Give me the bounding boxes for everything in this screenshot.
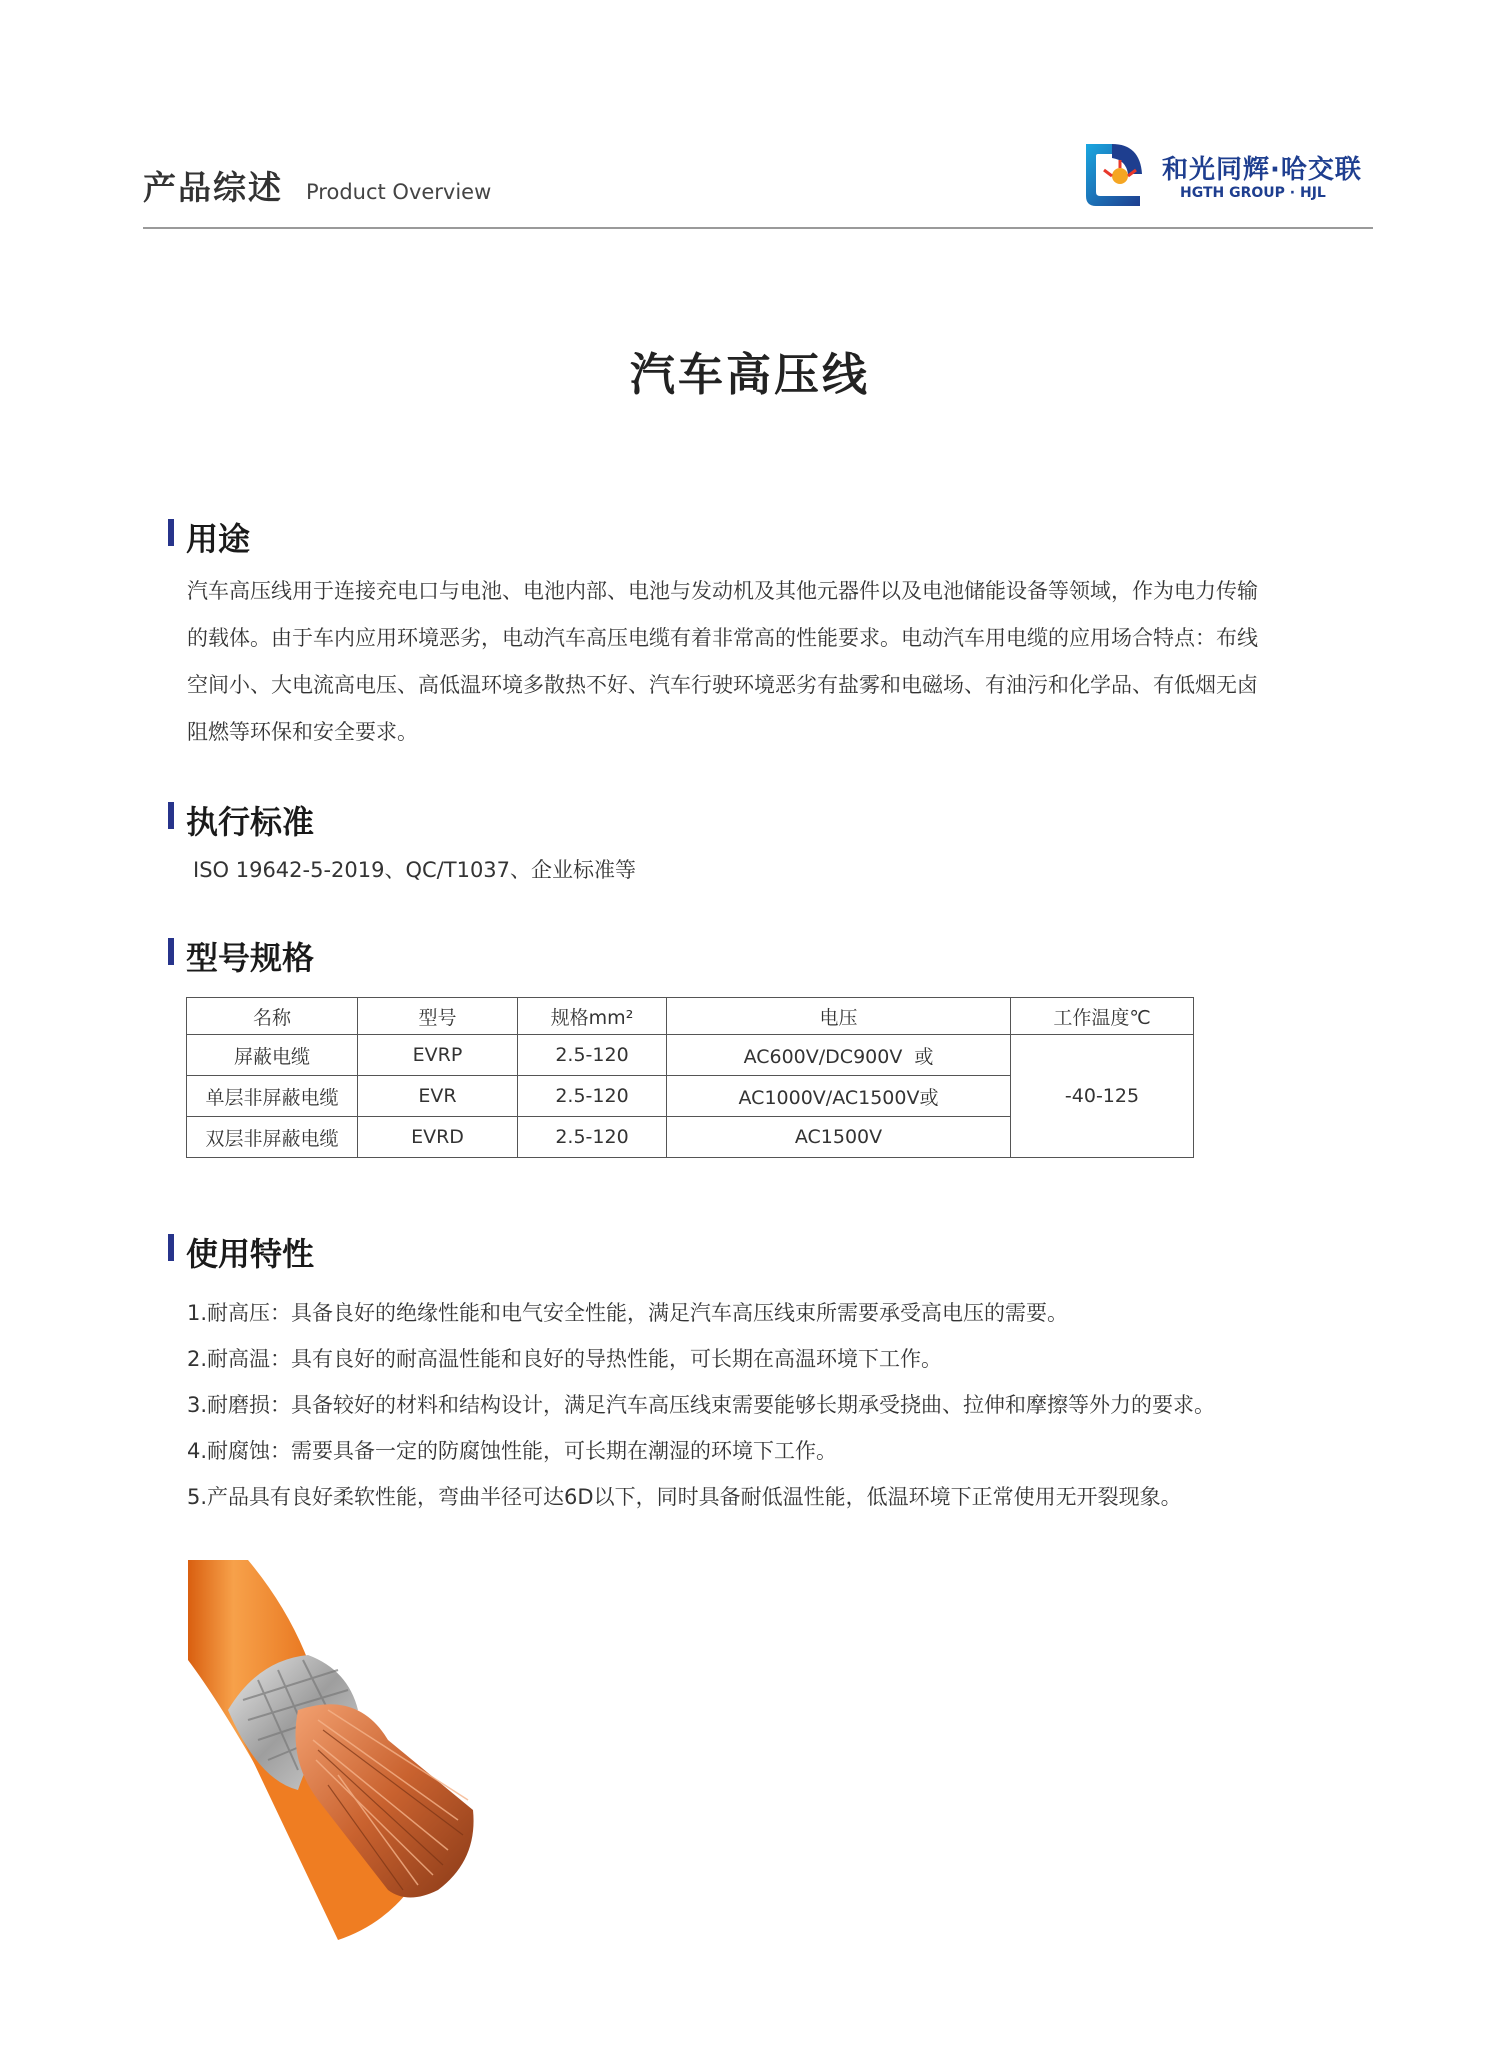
list-item: 1.耐高压：具备良好的绝缘性能和电气安全性能，满足汽车高压线束所需要承受高电压的需要。 — [187, 1301, 1069, 1325]
list-item: 2.耐高温：具有良好的耐高温性能和良好的导热性能，可长期在高温环境下工作。 — [187, 1347, 943, 1371]
company-logo — [1082, 140, 1382, 216]
cable-product-image — [188, 1560, 588, 1960]
logo-mark-icon — [1082, 140, 1148, 210]
column-header: 规格mm² — [518, 998, 667, 1035]
column-header: 名称 — [187, 998, 358, 1035]
cell-name: 单层非屏蔽电缆 — [187, 1076, 358, 1117]
cell-voltage: AC1500V — [667, 1117, 1011, 1158]
paragraph-line: 空间小、大电流高电压、高低温环境多散热不好、汽车行驶环境恶劣有盐雾和电磁场、有油污和化学品、有低烟无卤 — [187, 673, 1258, 697]
cell-size: 2.5-120 — [518, 1117, 667, 1158]
header-subtitle: Product Overview — [306, 180, 492, 204]
paragraph-line: 阻燃等环保和安全要求。 — [187, 720, 418, 744]
cell-name: 双层非屏蔽电缆 — [187, 1117, 358, 1158]
spec-table — [186, 997, 1194, 1158]
paragraph-line: 的载体。由于车内应用环境恶劣，电动汽车高压电缆有着非常高的性能要求。电动汽车用电缆的应用场合特点：布线 — [187, 626, 1258, 650]
logo-chinese-name: 和光同辉·哈交联 — [1162, 155, 1362, 185]
section-marker — [168, 1234, 174, 1261]
cell-size: 2.5-120 — [518, 1035, 667, 1076]
list-item: 5.产品具有良好柔软性能，弯曲半径可达6D以下，同时具备耐低温性能，低温环境下正常使用无开裂现象。 — [187, 1485, 1182, 1509]
table-row — [187, 1035, 1194, 1076]
section-title: 执行标准 — [186, 803, 315, 841]
header-divider — [143, 227, 1373, 229]
cell-voltage: AC1000V/AC1500V或 — [667, 1076, 1011, 1117]
header-title: 产品综述 — [143, 168, 283, 207]
section-marker — [168, 802, 174, 829]
column-header: 工作温度℃ — [1011, 998, 1194, 1035]
cell-model: EVRP — [358, 1035, 518, 1076]
section-title: 型号规格 — [186, 939, 315, 977]
paragraph-line: 汽车高压线用于连接充电口与电池、电池内部、电池与发动机及其他元器件以及电池储能设备等领域，作为电力传输 — [187, 579, 1258, 603]
usage-paragraph — [187, 568, 1327, 756]
table-header-row — [187, 998, 1194, 1035]
list-item: 3.耐磨损：具备较好的材料和结构设计，满足汽车高压线束需要能够长期承受挠曲、拉伸和摩擦等外力的要求。 — [187, 1393, 1216, 1417]
column-header: 型号 — [358, 998, 518, 1035]
section-marker — [168, 519, 174, 546]
section-title: 使用特性 — [186, 1235, 315, 1273]
list-item: 4.耐腐蚀：需要具备一定的防腐蚀性能，可长期在潮湿的环境下工作。 — [187, 1439, 838, 1463]
section-marker — [168, 938, 174, 965]
features-list — [187, 1290, 1215, 1520]
document-title: 汽车高压线 — [629, 348, 870, 401]
section-title: 用途 — [186, 520, 251, 558]
logo-english-name: HGTH GROUP · HJL — [1180, 185, 1326, 201]
cell-model: EVRD — [358, 1117, 518, 1158]
column-header: 电压 — [667, 998, 1011, 1035]
cell-temperature: -40-125 — [1011, 1035, 1194, 1158]
cell-voltage: AC600V/DC900V 或 — [667, 1035, 1011, 1076]
cell-name: 屏蔽电缆 — [187, 1035, 358, 1076]
cell-size: 2.5-120 — [518, 1076, 667, 1117]
standard-text: ISO 19642-5-2019、QC/T1037、企业标准等 — [193, 858, 637, 882]
cell-model: EVR — [358, 1076, 518, 1117]
